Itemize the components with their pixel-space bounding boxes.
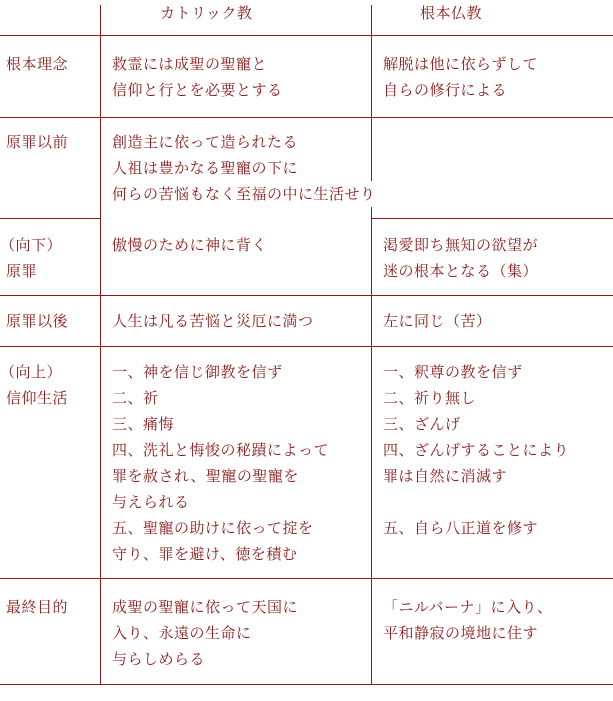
buddhism-cell-line: 迷の根本となる（集） xyxy=(383,262,539,280)
catholic-cell-line: 罪を赦され、聖寵の聖寵を xyxy=(112,467,299,485)
buddhism-cell-line: 「ニルバーナ」に入り、 xyxy=(383,598,553,616)
catholic-cell-line: 人生は凡る苦悩と災厄に満つ xyxy=(112,312,314,330)
buddhism-cell-line: 自らの修行による xyxy=(383,81,508,99)
column-divider-1 xyxy=(100,5,101,685)
catholic-cell-line: 救霊には成聖の聖寵と xyxy=(112,55,268,73)
buddhism-cell-line: 三、ざんげ xyxy=(383,415,461,433)
row-divider xyxy=(0,684,613,685)
buddhism-cell-line: 四、ざんげすることにより xyxy=(383,441,570,459)
catholic-cell-line: 入り、永遠の生命に xyxy=(112,624,252,642)
row-divider xyxy=(0,578,613,579)
buddhism-cell-line: 渇愛即ち無知の欲望が xyxy=(383,236,539,254)
row-label: 原罪以後 xyxy=(6,312,69,330)
row-label: 最終目的 xyxy=(6,598,69,616)
catholic-cell-line: 与えられる xyxy=(112,493,190,511)
catholic-cell-line: 人祖は豊かなる聖寵の下に xyxy=(112,159,299,177)
header-catholic: カトリック教 xyxy=(160,4,253,22)
row-divider-partial xyxy=(371,218,613,219)
row-label: 信仰生活 xyxy=(6,389,69,407)
row-label: （向上） xyxy=(0,363,63,381)
buddhism-cell-line: 五、自ら八正道を修す xyxy=(383,519,539,537)
catholic-cell-line: 成聖の聖寵に依って天国に xyxy=(112,598,299,616)
buddhism-cell-line: 二、祈り無し xyxy=(383,389,477,407)
row-divider xyxy=(0,295,613,296)
catholic-cell-line: 信仰と行とを必要とする xyxy=(112,81,283,99)
header-buddhism: 根本仏教 xyxy=(420,4,483,22)
row-divider-partial xyxy=(0,218,100,219)
catholic-cell-line: 二、祈 xyxy=(112,389,159,407)
row-divider xyxy=(0,346,613,347)
buddhism-cell-line: 解脱は他に依らずして xyxy=(383,55,539,73)
row-divider xyxy=(0,117,613,118)
catholic-cell-line: 与らしめらる xyxy=(112,650,206,668)
catholic-cell-line: 傲慢のために神に背く xyxy=(112,236,268,254)
row-label: 原罪 xyxy=(6,262,38,280)
buddhism-cell-line: 左に同じ（苦） xyxy=(383,312,492,330)
catholic-cell-line: 一、神を信じ御教を信ず xyxy=(112,363,283,381)
catholic-cell-line: 創造主に依って造られたる xyxy=(112,133,299,151)
buddhism-cell-line: 一、釈尊の教を信ず xyxy=(383,363,523,381)
catholic-cell-line: 三、痛悔 xyxy=(112,415,175,433)
row-divider xyxy=(0,35,613,36)
catholic-cell-line: 五、聖寵の助けに依って掟を xyxy=(112,519,314,537)
catholic-cell-line: 何らの苦悩もなく至福の中に生活せり xyxy=(112,181,376,207)
row-label: 原罪以前 xyxy=(6,133,69,151)
buddhism-cell-line: 罪は自然に消滅す xyxy=(383,467,508,485)
row-label: 根本理念 xyxy=(6,55,69,73)
catholic-cell-line: 守り、罪を避け、徳を積む xyxy=(112,545,298,563)
column-divider-2 xyxy=(371,5,372,685)
buddhism-cell-line: 平和静寂の境地に住す xyxy=(383,624,539,642)
catholic-cell-line: 四、洗礼と悔悛の秘蹟によって xyxy=(112,441,330,459)
row-label: （向下） xyxy=(0,236,63,254)
